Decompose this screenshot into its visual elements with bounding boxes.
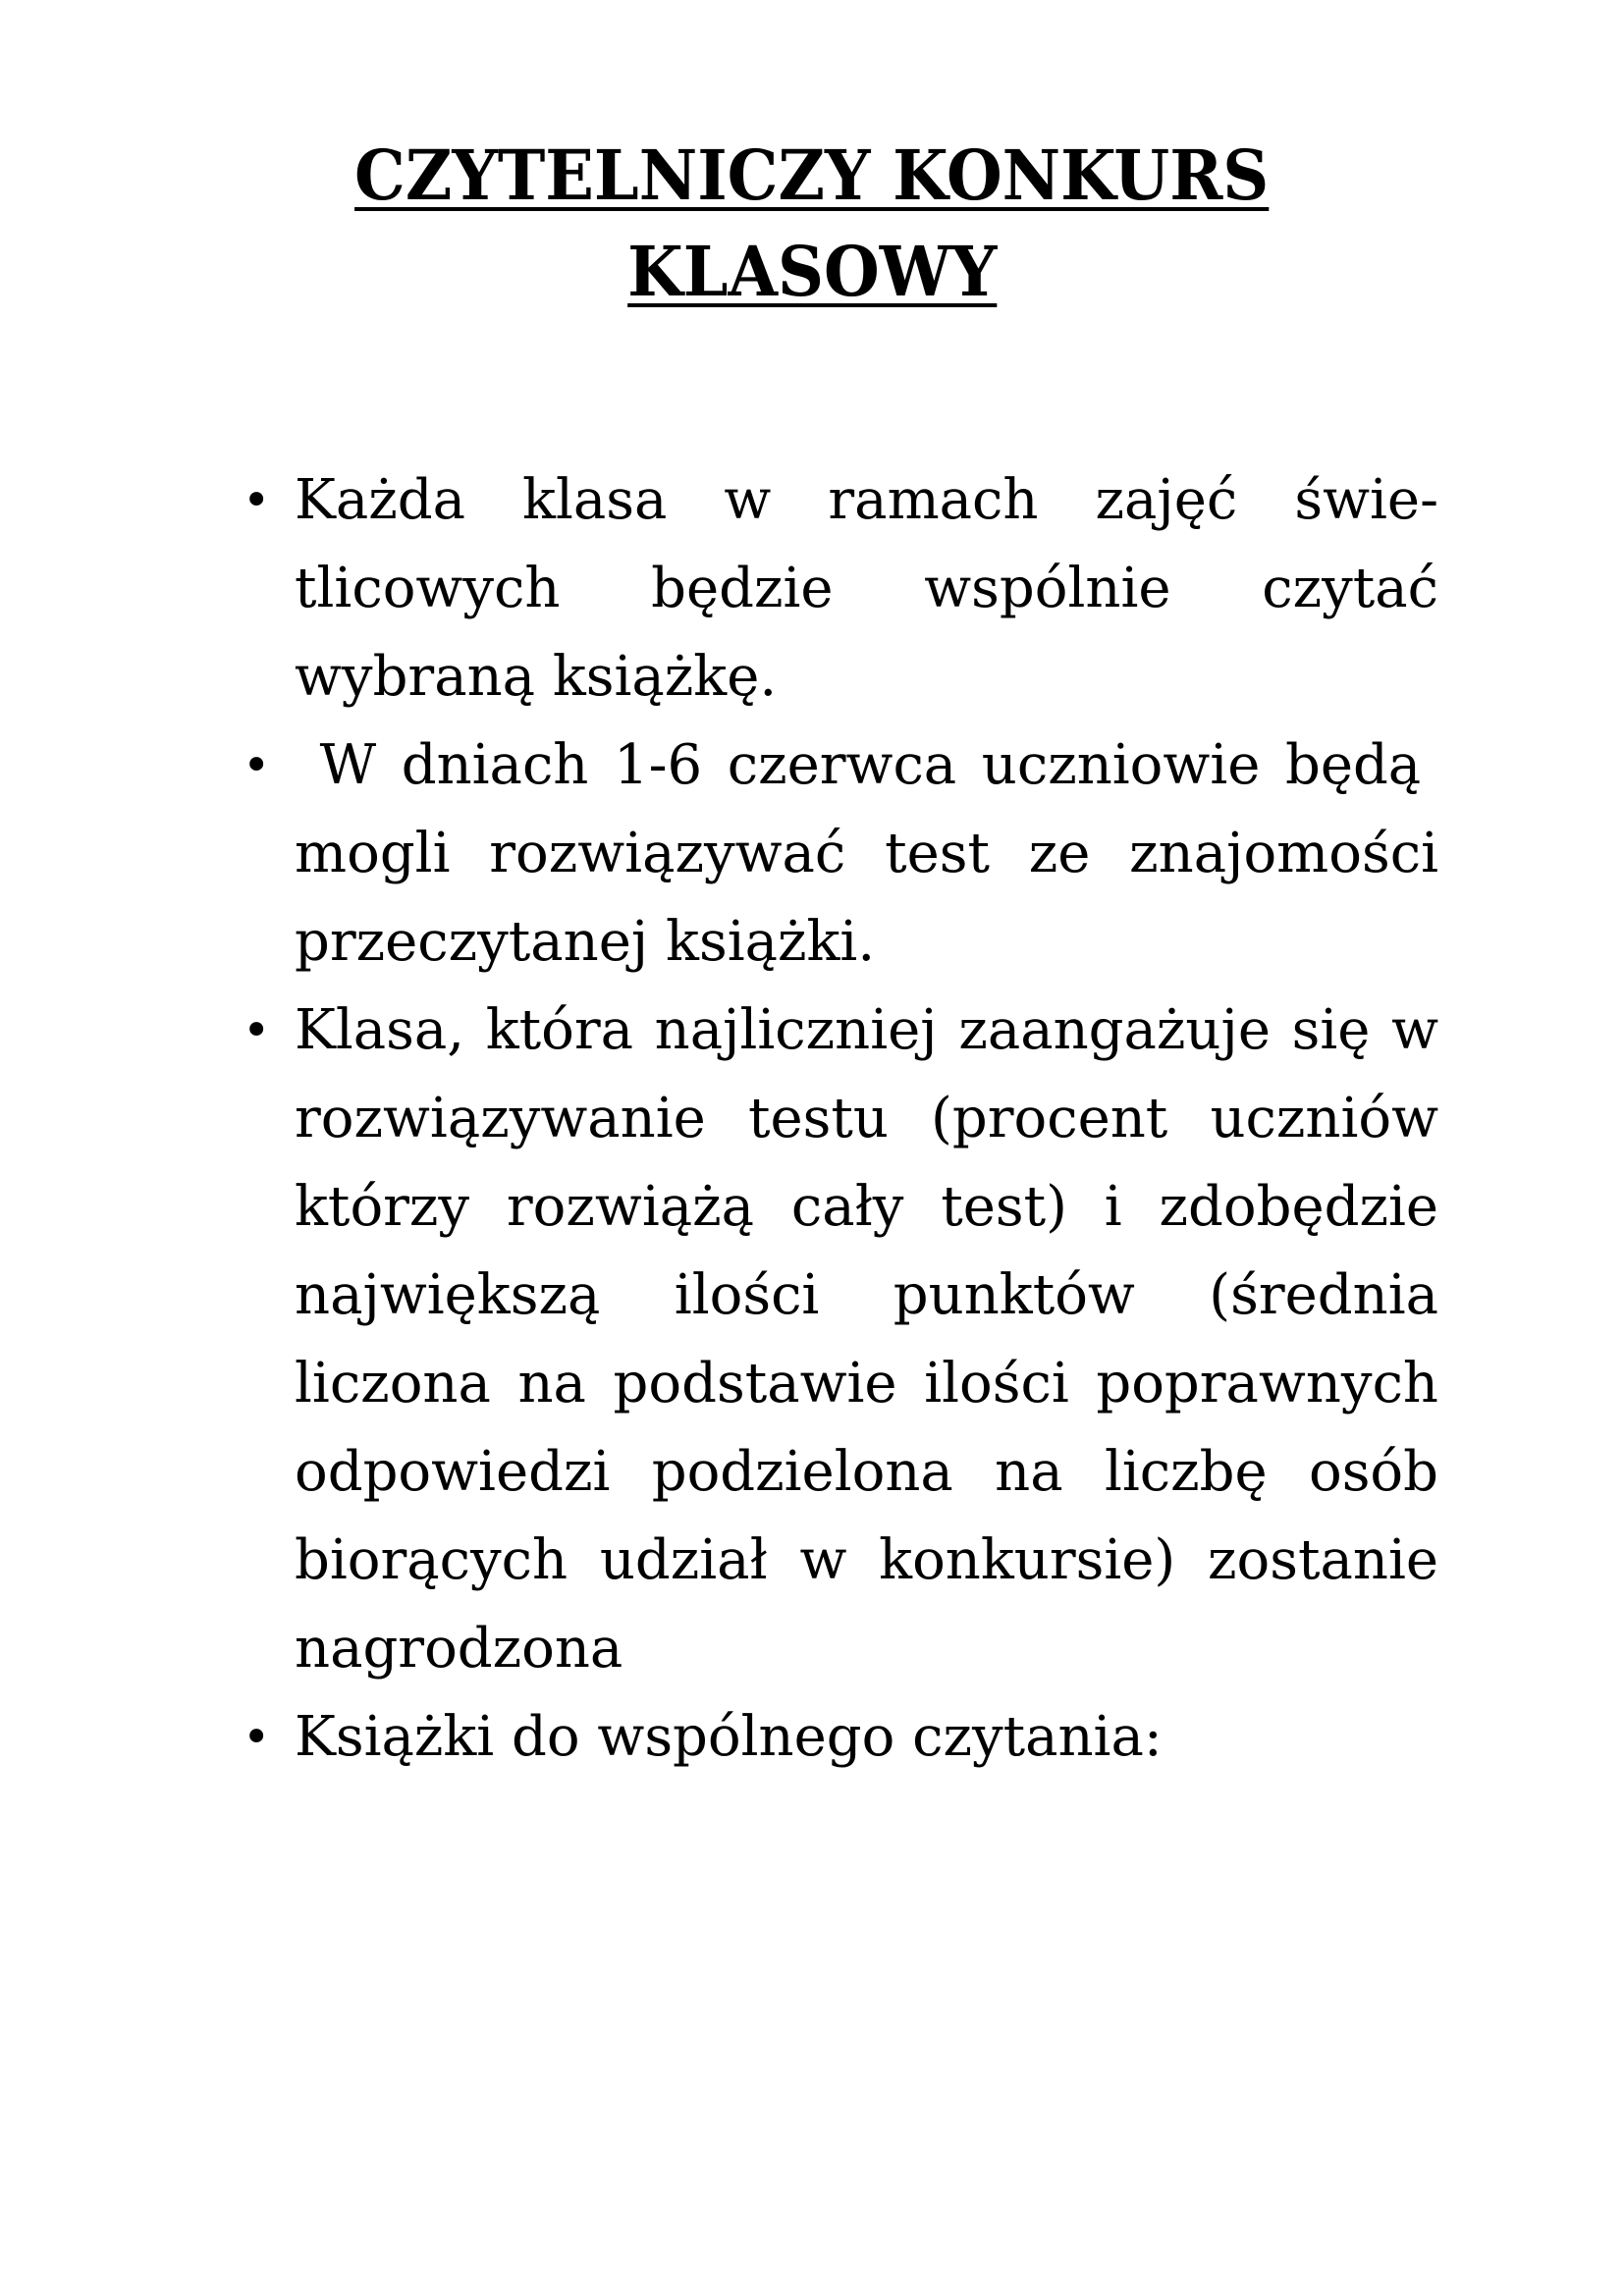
title-line-1: CZYTELNICZY KONKURS [354, 134, 1270, 216]
rules-list [241, 456, 1438, 1782]
list-item: • Książki do wspólnego czytania: [241, 1693, 1438, 1782]
list-item: • W dniach 1-6 czerwca uczniowie będą mogli rozwiązywać test ze znajomości przeczytanej książki. [241, 721, 1438, 987]
list-item: • Każda klasa w ramach zajęć świetlicowych będzie wspólnie czytać wybraną książkę. [241, 456, 1438, 721]
page-title [0, 128, 1624, 320]
list-item: • Klasa, która najliczniej zaangażuje się w rozwiązywanie testu (procent uczniów którzy rozwiążą cały test) i zdobędzie największą ilości punktów (średnia liczona na podstawie ilości poprawnych odpowiedzi podzielona na liczbę osób biorących udział w konkursie) zostanie nagrodzona [241, 987, 1438, 1693]
title-line-2: KLASOWY [626, 231, 998, 312]
